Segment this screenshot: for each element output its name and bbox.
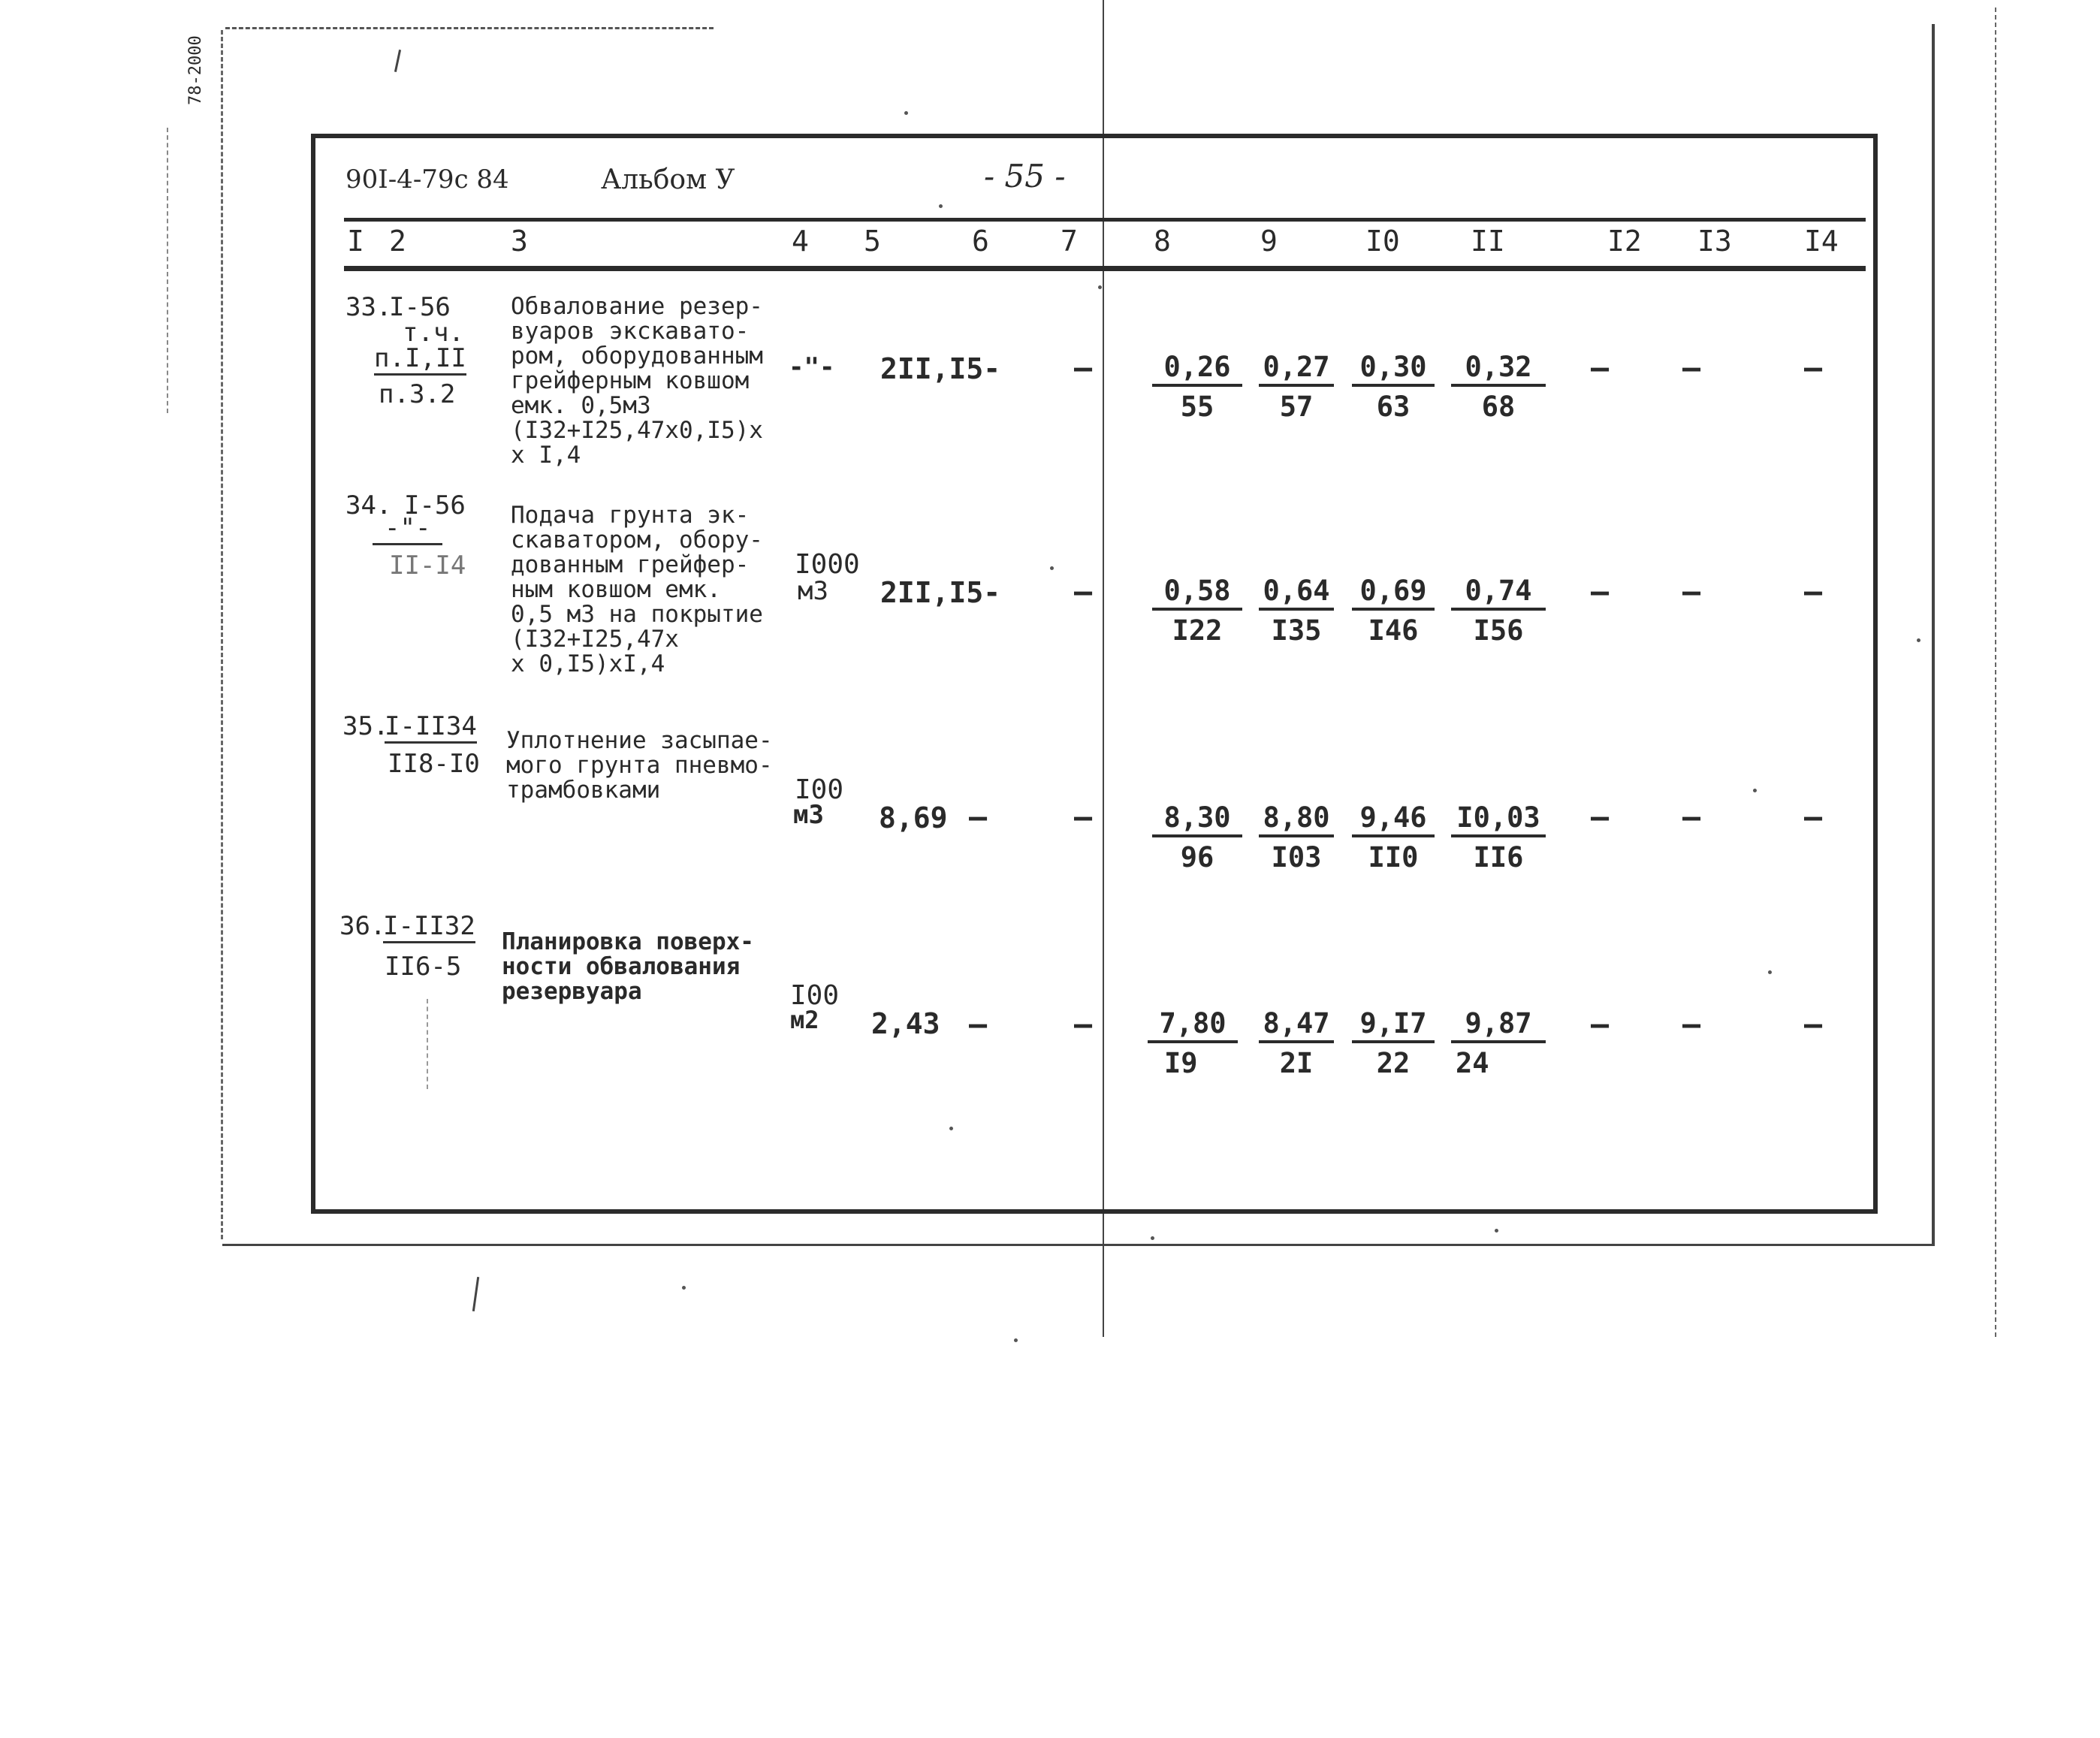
col-9: 9 [1260, 225, 1278, 258]
denominator: 57 [1279, 391, 1314, 423]
row-code-line: I-56 [389, 292, 451, 322]
denominator: 24 [1456, 1047, 1489, 1079]
row-number: 34. [345, 490, 392, 520]
col-14: I4 [1804, 225, 1839, 258]
desc-line: x 0,I5)xI,4 [511, 650, 665, 677]
col-7: 7 [1061, 225, 1078, 258]
scan-speck [1014, 1338, 1018, 1342]
row-code-line: II-I4 [389, 551, 466, 581]
denominator: I22 [1172, 614, 1223, 647]
col14-cell: – [1804, 800, 1823, 834]
numerator: 0,30 [1352, 353, 1435, 387]
col7-cell: – [1074, 1007, 1093, 1042]
numerator: 0,74 [1451, 577, 1546, 611]
desc-line: скаватором, обору- [511, 527, 763, 554]
desc-line: Планировка поверх- [502, 928, 754, 955]
denominator: II0 [1368, 841, 1419, 874]
col5-cell: 2II,I5- [880, 576, 1001, 609]
denominator: II6 [1473, 841, 1524, 874]
margin-stamp: 78-2000 [186, 35, 205, 105]
scan-speck [1495, 1229, 1498, 1233]
col-6: 6 [972, 225, 989, 258]
unit-cell: I00 [790, 980, 840, 1011]
scan-mark [427, 999, 428, 1089]
col12-cell: – [1591, 1007, 1610, 1042]
desc-line: 0,5 м3 на покрытие [511, 601, 763, 628]
scan-speck [1050, 566, 1054, 570]
col8-fraction [1148, 1009, 1238, 1077]
row-number: 33. [345, 292, 392, 322]
col14-cell: – [1804, 575, 1823, 609]
row-code-line: т.ч. [403, 318, 464, 348]
album-label: Альбом У [601, 164, 735, 195]
col10-fraction [1352, 353, 1435, 421]
sheet-left-edge [221, 30, 223, 1239]
numerator: 8,47 [1259, 1009, 1334, 1043]
desc-line: Подача грунта эк- [511, 502, 750, 529]
denominator: I03 [1271, 841, 1322, 874]
denominator: I35 [1271, 614, 1322, 647]
numerator: 8,80 [1259, 804, 1334, 837]
col9-fraction [1259, 575, 1334, 647]
denominator: 22 [1376, 1047, 1411, 1079]
scan-speck [1151, 1236, 1154, 1240]
row-code-line: II6-5 [385, 952, 462, 982]
denominator: 55 [1180, 391, 1214, 423]
scan-right-margin [1995, 8, 1996, 1337]
desc-line: вуаров экскавато- [511, 318, 750, 345]
col10-fraction [1352, 801, 1435, 874]
col11-fraction [1451, 1009, 1546, 1077]
numerator: 0,64 [1259, 577, 1334, 611]
col6-cell: – [969, 1007, 988, 1042]
numerator: 9,I7 [1352, 1009, 1435, 1043]
numerator: 0,32 [1451, 353, 1546, 387]
col12-cell: – [1591, 800, 1610, 834]
desc-line: резервуара [502, 978, 642, 1005]
col7-cell: – [1074, 575, 1093, 609]
row-description [511, 503, 763, 677]
col14-cell: – [1804, 1007, 1823, 1042]
scan-speck [1098, 285, 1102, 289]
row-description [506, 729, 773, 803]
numerator: 8,30 [1152, 804, 1242, 837]
numerator: 9,46 [1352, 804, 1435, 837]
col-2: 2 [389, 225, 406, 258]
scan-speck [1768, 970, 1772, 974]
denominator: 68 [1481, 391, 1516, 423]
desc-line: емк. 0,5м3 [511, 392, 651, 419]
col12-cell: – [1591, 351, 1610, 385]
col-11: II [1471, 225, 1505, 258]
row-code-line [385, 711, 477, 741]
numerator: 0,27 [1259, 353, 1334, 387]
col9-fraction [1259, 353, 1334, 421]
row-description [511, 294, 763, 468]
scan-speck [1753, 789, 1757, 792]
col-8: 8 [1154, 225, 1171, 258]
row-code-line [374, 345, 466, 371]
desc-line: (I32+I25,47x0,I5)x [511, 417, 763, 444]
row-code-line: II8-I0 [388, 749, 480, 779]
col-10: I0 [1365, 225, 1400, 258]
row-code-underlined: I-II32 [383, 911, 475, 943]
row-number: 35. [342, 711, 389, 741]
col8-fraction [1152, 353, 1242, 421]
row-number: 36. [339, 911, 386, 941]
numerator: 0,26 [1152, 353, 1242, 387]
desc-line: мого грунта пневмо- [506, 752, 773, 779]
desc-line: Уплотнение засыпае- [506, 727, 773, 754]
col5-cell: 2II,I5- [880, 352, 1001, 385]
denominator: I9 [1164, 1047, 1198, 1079]
col11-fraction [1451, 353, 1546, 421]
row-code-underlined: -"- [373, 513, 442, 545]
unit-cell: I00 [795, 774, 844, 805]
col10-fraction [1352, 1009, 1435, 1077]
col-4: 4 [792, 225, 809, 258]
col7-cell: – [1074, 351, 1093, 385]
col5-cell: 8,69 [879, 801, 948, 834]
row-code-line [373, 515, 442, 541]
col11-fraction [1451, 575, 1546, 647]
row-description [502, 930, 754, 1004]
col13-cell: – [1682, 1007, 1701, 1042]
col10-fraction [1352, 575, 1435, 647]
col12-cell: – [1591, 575, 1610, 609]
desc-line: трамбовками [506, 777, 661, 804]
numerator: 0,69 [1352, 577, 1435, 611]
doc-code: 90I-4-79с 84 [345, 164, 509, 195]
row-code-line: п.3.2 [379, 379, 456, 409]
numerator: 9,87 [1451, 1009, 1546, 1043]
col8-fraction [1152, 575, 1242, 647]
scan-mark [472, 1277, 479, 1311]
scan-speck [1917, 638, 1920, 642]
col5-cell: 2,43 [871, 1007, 940, 1040]
denominator: 63 [1376, 391, 1411, 423]
unit-cell-2: м3 [798, 576, 828, 606]
col-1: I [347, 225, 364, 258]
col-13: I3 [1697, 225, 1732, 258]
denominator: 2I [1279, 1047, 1314, 1079]
desc-line: дованным грейфер- [511, 551, 750, 578]
scan-speck [949, 1127, 953, 1130]
col9-fraction [1259, 1009, 1334, 1077]
row-code-underlined: п.I,II [374, 343, 466, 376]
scan-speck [682, 1286, 686, 1290]
scan-mark [394, 50, 401, 72]
desc-line: Обвалование резер- [511, 293, 763, 320]
desc-line: (I32+I25,47x [511, 626, 679, 653]
sheet-right-edge [1932, 24, 1935, 1245]
numerator: I0,03 [1451, 804, 1546, 837]
header-rule-bottom [344, 266, 1866, 271]
col-3: 3 [511, 225, 528, 258]
col-12: I2 [1607, 225, 1642, 258]
sheet-bottom-edge [222, 1244, 1935, 1246]
col11-fraction [1451, 801, 1546, 874]
col13-cell: – [1682, 575, 1701, 609]
desc-line: ным ковшом емк. [511, 576, 721, 603]
denominator: I56 [1473, 614, 1524, 647]
col-5: 5 [864, 225, 881, 258]
col14-cell: – [1804, 351, 1823, 385]
numerator: 0,58 [1152, 577, 1242, 611]
col6-cell: – [969, 800, 988, 834]
unit-cell-2: м2 [790, 1006, 819, 1034]
header-rule-top [344, 218, 1866, 222]
margin-dots [167, 128, 168, 413]
scan-speck [904, 111, 908, 115]
denominator: 96 [1180, 841, 1214, 874]
unit-cell: I000 [795, 549, 860, 580]
col7-cell: – [1074, 800, 1093, 834]
unit-cell-2: м3 [793, 800, 824, 830]
denominator: I46 [1368, 614, 1419, 647]
unit-cell: -"- [789, 352, 835, 382]
col9-fraction [1259, 801, 1334, 874]
desc-line: ности обвалования [502, 953, 741, 980]
sheet-top-edge [225, 27, 714, 29]
desc-line: x I,4 [511, 442, 581, 469]
col8-fraction [1152, 801, 1242, 874]
row-code-line [383, 913, 475, 939]
col13-cell: – [1682, 351, 1701, 385]
page-number: - 55 - [984, 158, 1066, 195]
desc-line: грейферным ковшом [511, 367, 750, 394]
numerator: 7,80 [1148, 1009, 1238, 1043]
row-code-underlined: I-II34 [385, 711, 477, 744]
col13-cell: – [1682, 800, 1701, 834]
desc-line: ром, оборудованным [511, 342, 763, 370]
scan-speck [939, 204, 943, 208]
row-code-line: I-56 [404, 490, 466, 520]
